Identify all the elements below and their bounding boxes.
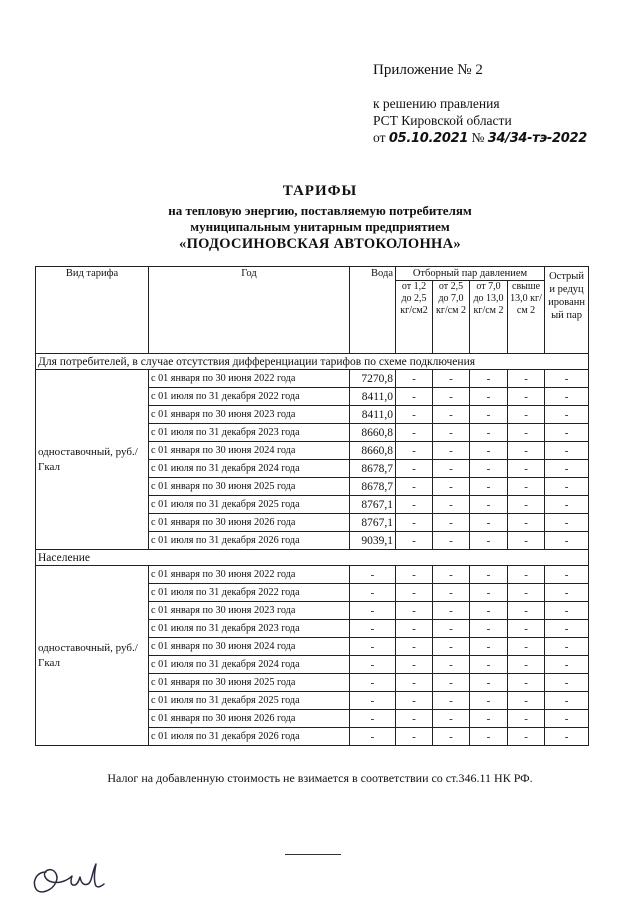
steam-1-cell: -	[396, 602, 433, 620]
sharp-steam-cell: -	[545, 514, 589, 532]
steam-4-cell: -	[508, 710, 545, 728]
water-cell: -	[350, 728, 396, 746]
period-cell: с 01 января по 30 июня 2022 года	[149, 566, 350, 584]
reference-line-3	[373, 129, 587, 147]
period-cell: с 01 января по 30 июня 2025 года	[149, 674, 350, 692]
period-cell: с 01 июля по 31 декабря 2025 года	[149, 496, 350, 514]
sharp-steam-cell: -	[545, 692, 589, 710]
steam-1-cell: -	[396, 728, 433, 746]
section-title: Население	[36, 550, 589, 566]
steam-4-cell: -	[508, 602, 545, 620]
steam-2-cell: -	[433, 602, 470, 620]
subtitle-line-2: муниципальным унитарным предприятием	[190, 219, 450, 234]
period-cell: с 01 июля по 31 декабря 2022 года	[149, 584, 350, 602]
steam-1-cell: -	[396, 584, 433, 602]
steam-3-cell: -	[470, 478, 508, 496]
period-cell: с 01 января по 30 июня 2024 года	[149, 442, 350, 460]
steam-2-cell: -	[433, 566, 470, 584]
steam-3-cell: -	[470, 442, 508, 460]
sharp-steam-cell: -	[545, 388, 589, 406]
appendix-label: Приложение № 2	[373, 62, 483, 78]
steam-2-cell: -	[433, 442, 470, 460]
steam-3-cell: -	[470, 638, 508, 656]
period-cell: с 01 января по 30 июня 2023 года	[149, 406, 350, 424]
period-cell: с 01 января по 30 июня 2025 года	[149, 478, 350, 496]
steam-2-cell: -	[433, 424, 470, 442]
vat-note: Налог на добавленную стоимость не взимается в соответствии со ст.346.11 НК РФ.	[107, 771, 533, 785]
tariff-type-cell: одноставочный, руб./Гкал	[36, 370, 149, 550]
water-cell: 8767,1	[350, 496, 396, 514]
steam-2-cell: -	[433, 514, 470, 532]
steam-2-cell: -	[433, 620, 470, 638]
period-cell: с 01 июля по 31 декабря 2024 года	[149, 656, 350, 674]
water-cell: 8411,0	[350, 406, 396, 424]
steam-3-cell: -	[470, 370, 508, 388]
steam-2-cell: -	[433, 406, 470, 424]
steam-4-cell: -	[508, 496, 545, 514]
water-cell: -	[350, 620, 396, 638]
steam-2-cell: -	[433, 388, 470, 406]
steam-3-cell: -	[470, 728, 508, 746]
steam-4-cell: -	[508, 566, 545, 584]
steam-1-cell: -	[396, 424, 433, 442]
steam-1-cell: -	[396, 496, 433, 514]
steam-3-cell: -	[470, 674, 508, 692]
steam-4-cell: -	[508, 424, 545, 442]
steam-1-cell: -	[396, 388, 433, 406]
steam-3-cell: -	[470, 692, 508, 710]
water-cell: -	[350, 710, 396, 728]
section-population	[36, 550, 589, 746]
water-cell: -	[350, 584, 396, 602]
steam-4-cell: -	[508, 674, 545, 692]
decision-date: 05.10.2021	[388, 131, 469, 146]
steam-4-cell: -	[508, 370, 545, 388]
water-cell: -	[350, 566, 396, 584]
steam-4-cell: -	[508, 406, 545, 424]
steam-3-cell: -	[470, 496, 508, 514]
period-cell: с 01 января по 30 июня 2022 года	[149, 370, 350, 388]
steam-1-cell: -	[396, 638, 433, 656]
steam-1-cell: -	[396, 656, 433, 674]
steam-4-cell: -	[508, 514, 545, 532]
steam-1-cell: -	[396, 460, 433, 478]
steam-3-cell: -	[470, 620, 508, 638]
water-cell: 8660,8	[350, 424, 396, 442]
table-header	[36, 267, 589, 354]
table-row	[36, 370, 589, 388]
steam-1-cell: -	[396, 442, 433, 460]
table-row	[36, 566, 589, 584]
sharp-steam-cell: -	[545, 566, 589, 584]
tariff-type-cell: одноставочный, руб./Гкал	[36, 566, 149, 746]
period-cell: с 01 июля по 31 декабря 2023 года	[149, 424, 350, 442]
sharp-steam-cell: -	[545, 532, 589, 550]
steam-3-cell: -	[470, 514, 508, 532]
steam-1-cell: -	[396, 406, 433, 424]
sharp-steam-cell: -	[545, 406, 589, 424]
doc-subtitle	[0, 203, 640, 235]
steam-4-cell: -	[508, 692, 545, 710]
steam-2-cell: -	[433, 656, 470, 674]
steam-1-cell: -	[396, 514, 433, 532]
period-cell: с 01 января по 30 июня 2026 года	[149, 710, 350, 728]
header-steam-2-5-7-0: от 2,5 до 7,0 кг/см 2	[433, 281, 470, 354]
water-cell: -	[350, 692, 396, 710]
sharp-steam-cell: -	[545, 370, 589, 388]
steam-1-cell: -	[396, 478, 433, 496]
period-cell: с 01 июля по 31 декабря 2026 года	[149, 532, 350, 550]
sharp-steam-cell: -	[545, 728, 589, 746]
period-cell: с 01 июля по 31 декабря 2025 года	[149, 692, 350, 710]
company-name: «ПОДОСИНОВСКАЯ АВТОКОЛОННА»	[179, 236, 461, 252]
steam-4-cell: -	[508, 442, 545, 460]
steam-4-cell: -	[508, 460, 545, 478]
steam-1-cell: -	[396, 710, 433, 728]
steam-3-cell: -	[470, 532, 508, 550]
steam-2-cell: -	[433, 370, 470, 388]
handwritten-signature	[28, 858, 108, 903]
steam-1-cell: -	[396, 370, 433, 388]
water-cell: 8660,8	[350, 442, 396, 460]
header-sharp-steam: Острый и редуцированный пар	[545, 267, 589, 354]
header-steam-over-13-0: свыше 13,0 кг/см 2	[508, 281, 545, 354]
reference-line-1: к решению правления	[373, 96, 500, 111]
steam-1-cell: -	[396, 674, 433, 692]
sharp-steam-cell: -	[545, 602, 589, 620]
steam-3-cell: -	[470, 460, 508, 478]
sharp-steam-cell: -	[545, 656, 589, 674]
sharp-steam-cell: -	[545, 638, 589, 656]
header-tariff-type: Вид тарифа	[36, 267, 149, 354]
steam-3-cell: -	[470, 710, 508, 728]
steam-1-cell: -	[396, 532, 433, 550]
period-cell: с 01 июля по 31 декабря 2024 года	[149, 460, 350, 478]
steam-3-cell: -	[470, 566, 508, 584]
steam-2-cell: -	[433, 496, 470, 514]
steam-1-cell: -	[396, 692, 433, 710]
steam-3-cell: -	[470, 388, 508, 406]
decision-number: 34/34-тэ-2022	[487, 131, 587, 146]
sharp-steam-cell: -	[545, 496, 589, 514]
water-cell: -	[350, 602, 396, 620]
sharp-steam-cell: -	[545, 710, 589, 728]
steam-4-cell: -	[508, 728, 545, 746]
steam-3-cell: -	[470, 656, 508, 674]
steam-1-cell: -	[396, 620, 433, 638]
steam-3-cell: -	[470, 584, 508, 602]
steam-2-cell: -	[433, 584, 470, 602]
header-steam-1-2-2-5: от 1,2 до 2,5 кг/см2	[396, 281, 433, 354]
steam-2-cell: -	[433, 710, 470, 728]
water-cell: 8678,7	[350, 478, 396, 496]
steam-2-cell: -	[433, 728, 470, 746]
water-cell: -	[350, 656, 396, 674]
subtitle-line-1: на тепловую энергию, поставляемую потребителям	[168, 203, 472, 218]
steam-2-cell: -	[433, 692, 470, 710]
decision-reference	[373, 95, 587, 147]
section-consumers	[36, 354, 589, 550]
steam-4-cell: -	[508, 584, 545, 602]
steam-2-cell: -	[433, 532, 470, 550]
period-cell: с 01 июля по 31 декабря 2026 года	[149, 728, 350, 746]
water-cell: -	[350, 674, 396, 692]
reference-line-2: РСТ Кировской области	[373, 113, 512, 128]
steam-4-cell: -	[508, 532, 545, 550]
steam-2-cell: -	[433, 460, 470, 478]
sharp-steam-cell: -	[545, 584, 589, 602]
sharp-steam-cell: -	[545, 674, 589, 692]
steam-4-cell: -	[508, 388, 545, 406]
header-steam-7-0-13-0: от 7,0 до 13,0 кг/см 2	[470, 281, 508, 354]
water-cell: 8767,1	[350, 514, 396, 532]
period-cell: с 01 июля по 31 декабря 2022 года	[149, 388, 350, 406]
period-cell: с 01 июля по 31 декабря 2023 года	[149, 620, 350, 638]
steam-4-cell: -	[508, 656, 545, 674]
steam-4-cell: -	[508, 638, 545, 656]
water-cell: 8678,7	[350, 460, 396, 478]
steam-3-cell: -	[470, 424, 508, 442]
header-year: Год	[149, 267, 350, 354]
header-steam: Отборный пар давлением	[396, 267, 545, 281]
sharp-steam-cell: -	[545, 442, 589, 460]
sharp-steam-cell: -	[545, 460, 589, 478]
section-title: Для потребителей, в случае отсутствия дифференциации тарифов по схеме подключения	[36, 354, 589, 370]
sharp-steam-cell: -	[545, 620, 589, 638]
sharp-steam-cell: -	[545, 478, 589, 496]
reference-from: от	[373, 130, 386, 145]
doc-title: ТАРИФЫ	[282, 183, 358, 199]
steam-4-cell: -	[508, 478, 545, 496]
water-cell: 9039,1	[350, 532, 396, 550]
steam-3-cell: -	[470, 406, 508, 424]
header-water: Вода	[350, 267, 396, 354]
steam-3-cell: -	[470, 602, 508, 620]
period-cell: с 01 января по 30 июня 2023 года	[149, 602, 350, 620]
steam-2-cell: -	[433, 478, 470, 496]
steam-2-cell: -	[433, 638, 470, 656]
period-cell: с 01 января по 30 июня 2024 года	[149, 638, 350, 656]
reference-number-sign: №	[471, 130, 485, 145]
steam-4-cell: -	[508, 620, 545, 638]
period-cell: с 01 января по 30 июня 2026 года	[149, 514, 350, 532]
sharp-steam-cell: -	[545, 424, 589, 442]
tariffs-table	[35, 266, 589, 746]
steam-1-cell: -	[396, 566, 433, 584]
water-cell: -	[350, 638, 396, 656]
water-cell: 8411,0	[350, 388, 396, 406]
signature-divider	[285, 854, 341, 855]
steam-2-cell: -	[433, 674, 470, 692]
water-cell: 7270,8	[350, 370, 396, 388]
